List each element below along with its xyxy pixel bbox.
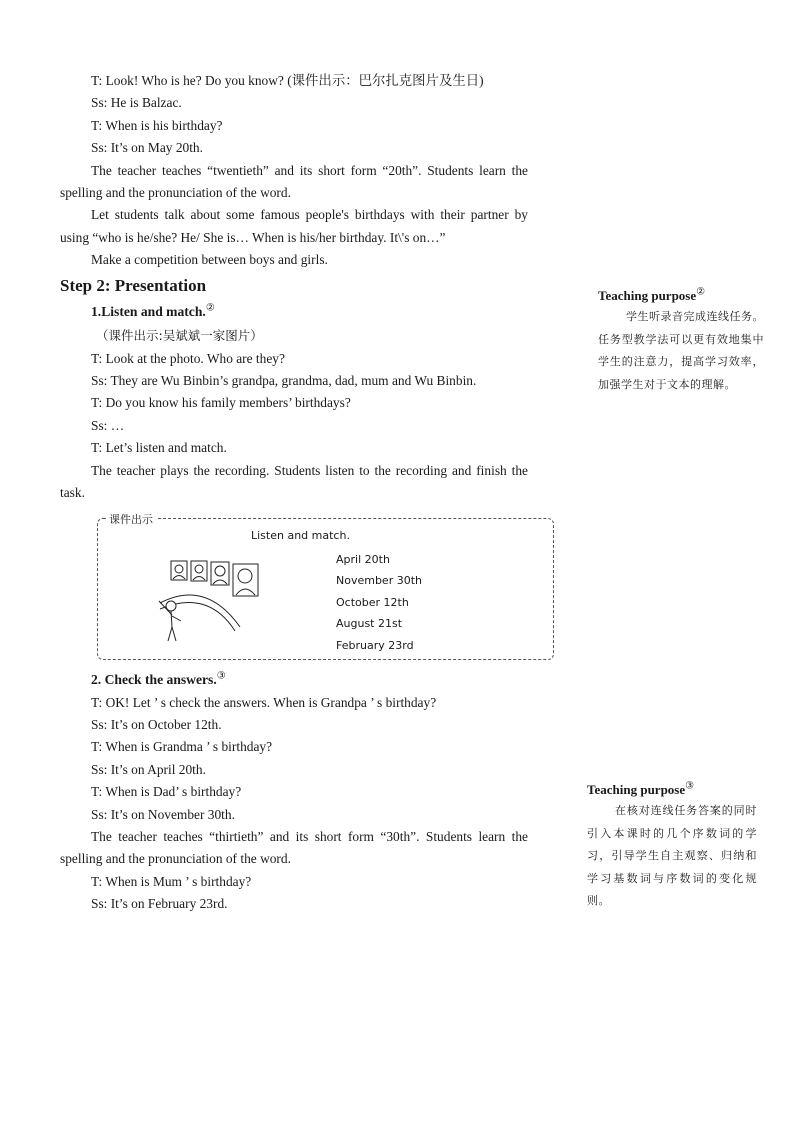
dialogue-line: T: When is Grandma ’ s birthday? [91,739,273,755]
note-body: 学生听录音完成连线任务。任务型教学法可以更有效地集中学生的注意力，提高学习效率，加强学生对于文本的理解。 [598,310,764,391]
section-title: 2. Check the answers. [91,671,217,687]
dialogue-line: T: When is his birthday? [91,117,223,133]
dialogue-line: Ss: They are Wu Binbin’s grandpa, grandma, dad, mum and Wu Binbin. [91,373,477,389]
instruction-paragraph: Let students talk about some famous people's birthdays with their partner by using “who is he/she? He/ She is… When is his/her birthday. It\'s on…” [60,207,528,245]
instruction-paragraph: The teacher plays the recording. Students listen to the recording and finish the task. [60,462,528,501]
teaching-purpose-note [587,780,757,913]
instruction-paragraph: The teacher teaches “thirtieth” and its short form “30th”. Students learn the spelling and the pronunciation of the word. [60,828,528,867]
date-option: April 20th [336,552,390,566]
footnote-mark: ② [205,302,215,314]
dialogue-line: T: OK! Let ’ s check the answers. When is Grandpa ’ s birthday? [91,694,437,710]
dialogue-line: T: Look at the photo. Who are they? [91,350,285,366]
dialogue-line: T: When is Mum ’ s birthday? [91,873,252,889]
exercise-title: Listen and match. [251,528,350,542]
note-title [587,780,757,800]
date-option: November 30th [336,574,423,587]
instruction-paragraph: Make a competition between boys and girls. [91,252,328,268]
section-title: 1.Listen and match. [91,303,206,319]
note-title-text: Teaching purpose [587,782,686,797]
date-option: October 12th [336,595,409,609]
dialogue-line: Ss: … [91,417,125,433]
section-heading [60,300,528,324]
teaching-purpose-note [598,286,764,396]
note-title [598,286,764,306]
dialogue-line: T: Look! Who is he? Do you know? (课件出示：巴尔扎克图片及生日) [91,73,484,88]
family-photos-illustration [156,559,276,651]
dialogue-line: Ss: It’s on April 20th. [91,761,206,777]
courseware-tag: 课件出示 [106,511,156,527]
courseware-note: （课件出示:吴斌斌一家图片） [96,327,263,343]
note-title-text: Teaching purpose [598,288,697,303]
dialogue-line: T: Let’s listen and match. [91,440,227,456]
footnote-mark: ③ [216,669,226,681]
date-list [336,549,422,657]
note-body: 在核对连线任务答案的同时引入本课时的几个序数词的学习，引导学生自主观察、归纳和学习基数词与序数词的变化规则。 [587,804,757,907]
date-option: February 23rd [336,638,414,652]
dialogue-line: T: Do you know his family members’ birthdays? [91,395,351,411]
footnote-mark: ② [696,286,706,298]
instruction-paragraph: The teacher teaches “twentieth” and its short form “20th”. Students learn the spelling and the pronunciation of the word. [60,162,528,201]
dialogue-line: Ss: It’s on May 20th. [91,140,203,156]
footnote-mark: ③ [685,780,695,792]
date-option: August 21st [336,617,403,630]
step-heading: Step 2: Presentation [60,275,207,295]
courseware-box [97,512,554,660]
dialogue-line: T: When is Dad’ s birthday? [91,784,242,800]
dialogue-line: Ss: It’s on October 12th. [91,716,222,732]
dialogue-line: Ss: It’s on November 30th. [91,806,235,822]
section-heading [60,668,528,692]
dialogue-line: Ss: He is Balzac. [91,95,182,111]
lesson-body [60,70,528,916]
dialogue-line: Ss: It’s on February 23rd. [91,896,228,912]
